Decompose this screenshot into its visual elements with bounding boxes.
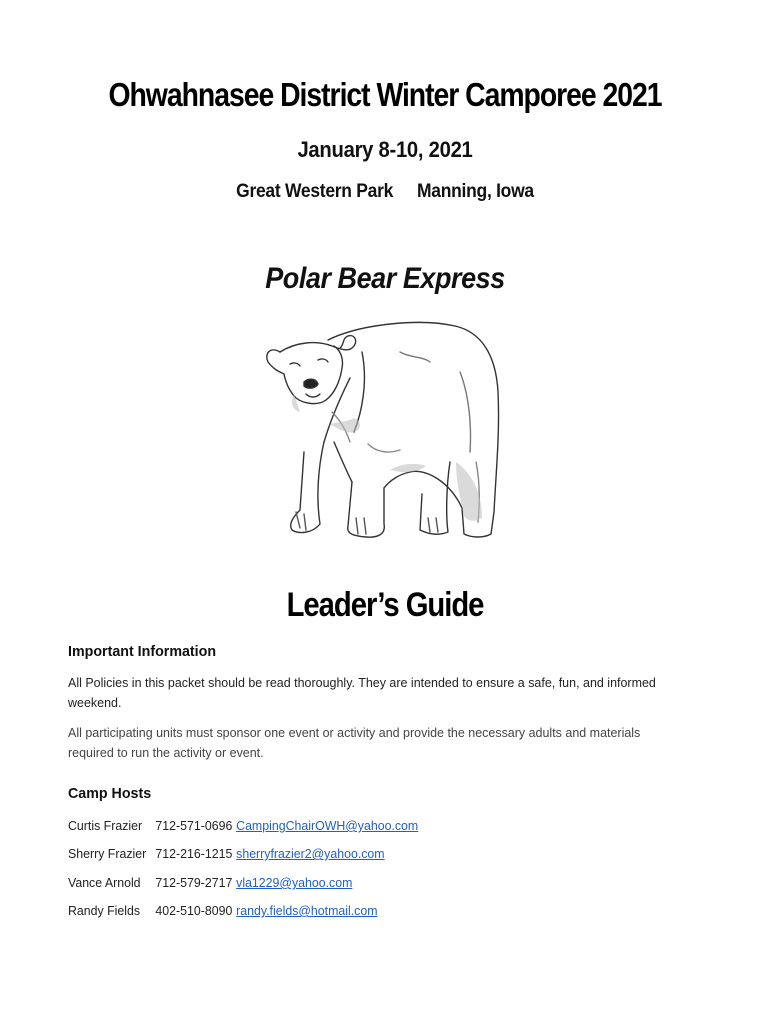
host-phone: 712-216-1215 <box>155 846 233 861</box>
event-theme: Polar Bear Express <box>265 262 505 295</box>
guide-title: Leader’s Guide <box>286 586 484 624</box>
host-phone: 712-571-0696 <box>155 818 233 833</box>
host-name: Curtis Frazier <box>68 818 143 833</box>
host-email-link[interactable]: sherryfrazier2@yahoo.com <box>236 846 385 861</box>
polar-bear-icon <box>250 312 512 550</box>
page-title: Ohwahnasee District Winter Camporee 2021 <box>108 76 662 113</box>
sponsor-paragraph: All participating units must sponsor one event or activity and provide the necessary adults and materials required to run the activity or event. <box>68 725 641 760</box>
event-date: January 8-10, 2021 <box>297 137 473 162</box>
polar-bear-illustration <box>250 312 512 550</box>
event-location <box>31 181 739 203</box>
host-email-link[interactable]: randy.fields@hotmail.com <box>236 903 378 918</box>
host-name: Randy Fields <box>68 903 141 918</box>
policy-paragraph: All Policies in this packet should be read thoroughly. They are intended to ensure a safe, fun, and informed weekend. <box>68 675 656 710</box>
host-phone: 712-579-2717 <box>155 875 233 890</box>
venue-city: Manning, Iowa <box>417 181 534 202</box>
important-info-heading: Important Information <box>68 643 217 660</box>
venue-name: Great Western Park <box>236 181 394 202</box>
host-name: Sherry Frazier <box>68 846 147 861</box>
host-phone: 402-510-8090 <box>155 903 233 918</box>
host-email-link[interactable]: CampingChairOWH@yahoo.com <box>236 818 419 833</box>
host-name: Vance Arnold <box>68 875 141 890</box>
host-email-link[interactable]: vla1229@yahoo.com <box>236 875 353 890</box>
camp-hosts-heading: Camp Hosts <box>68 785 152 802</box>
